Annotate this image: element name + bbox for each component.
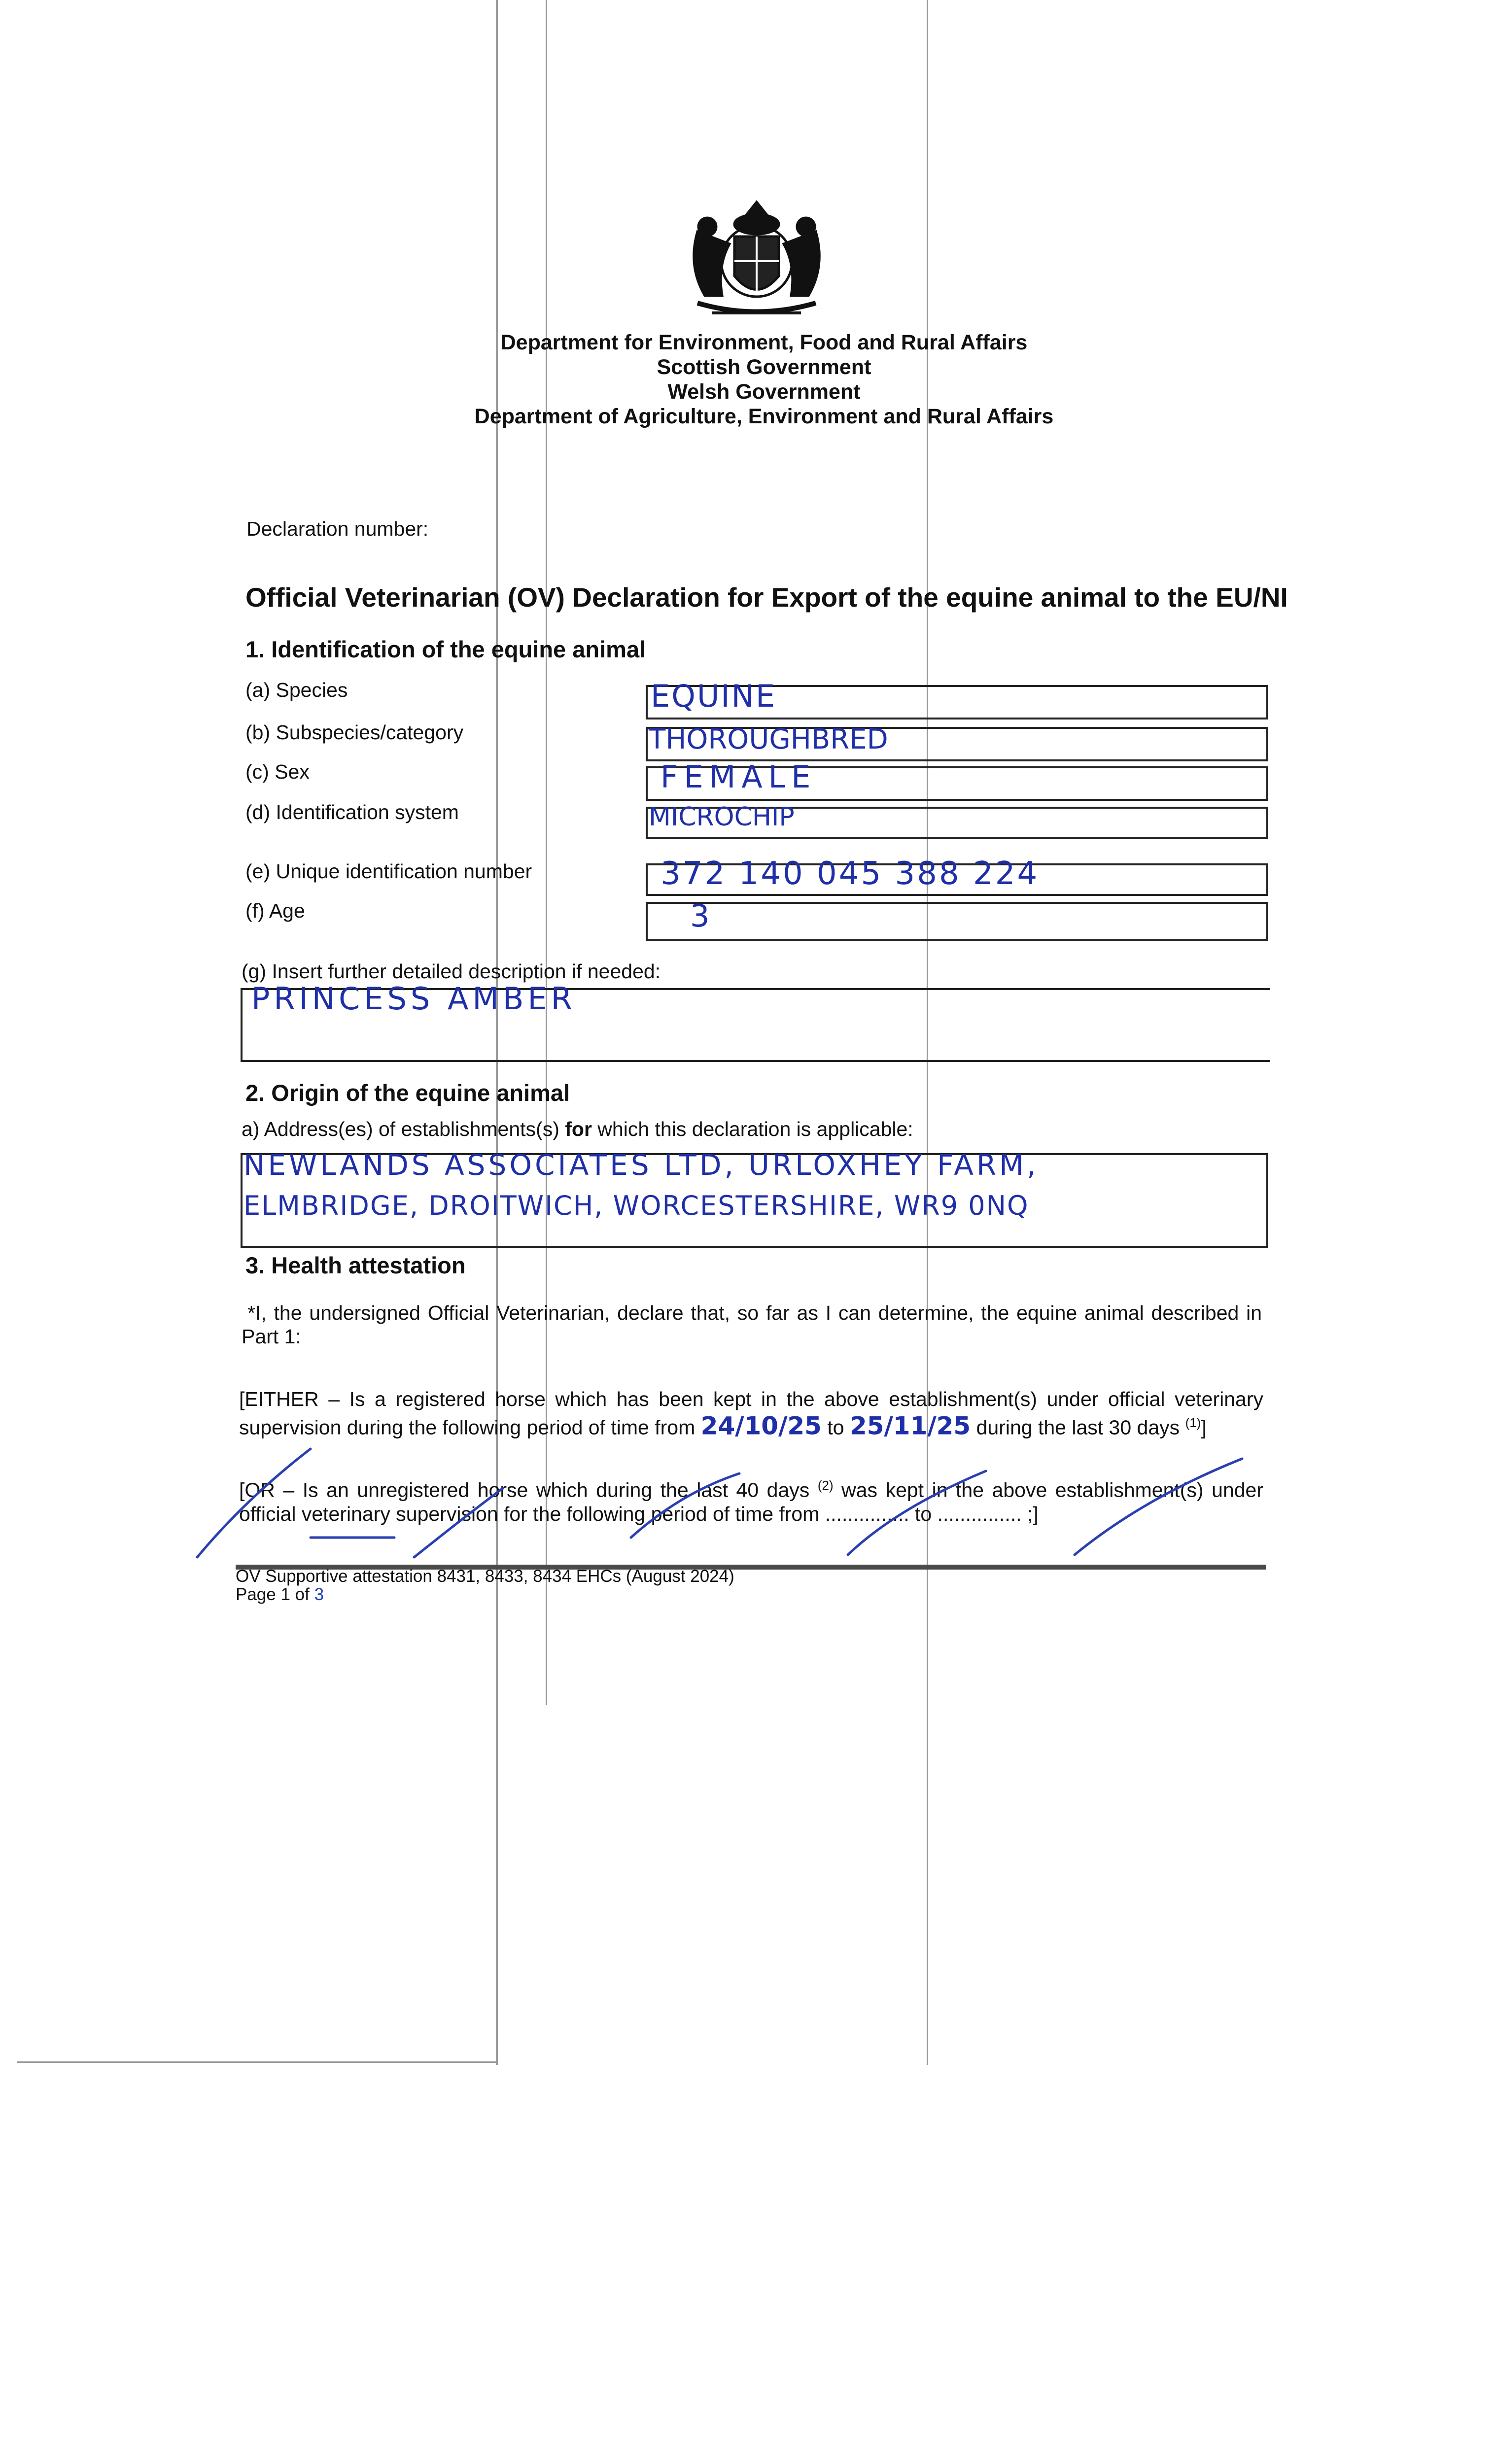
id-system-value: MICROCHIP [649, 802, 795, 832]
further-description-label: (g) Insert further detailed description if needed: [242, 960, 661, 983]
dept-defra: Department for Environment, Food and Rural Affairs [500, 331, 1028, 354]
section3-heading: 3. Health attestation [245, 1252, 466, 1278]
section1-heading: 1. Identification of the equine animal [245, 636, 646, 662]
strike-mark [631, 1473, 739, 1538]
age-label: (f) Age [245, 899, 305, 922]
address-line-1: NEWLANDS ASSOCIATES LTD, URLOXHEY FARM, [243, 1148, 1039, 1182]
strike-mark [197, 1449, 311, 1557]
strike-mark [1075, 1459, 1242, 1555]
footer-line-1: OV Supportive attestation 8431, 8433, 8434 EHCs (August 2024) [236, 1567, 734, 1586]
dept-scottish-government: Scottish Government [657, 355, 871, 379]
royal-coat-of-arms-icon [683, 197, 831, 325]
either-to-date: 25/11/25 [849, 1411, 971, 1440]
either-clause: [EITHER – Is a registered horse which has been kept in the above establishment(s) under official veterinary supervision during the following period of time from 24/10/25 to 25/11/25 during the last 30 days $^{(1)}$] [239, 1388, 1263, 1440]
address-line-2: ELMBRIDGE, DROITWICH, WORCESTERSHIRE, WR9 0NQ [243, 1190, 1029, 1221]
strike-marks [187, 1390, 1301, 1567]
age-box[interactable] [646, 902, 1268, 941]
subspecies-value: THOROUGHBRED [649, 723, 888, 755]
either-from-date: 24/10/25 [700, 1411, 822, 1440]
sex-label: (c) Sex [245, 760, 310, 783]
footer-page: Page 1 of 3 [236, 1585, 324, 1604]
or-clause: [OR – Is an unregistered horse which during the last 40 days $^{(2)}$ was kept in the above establishment(s) under official veterinary supervision for the following period of time from ............... to ............... ;] [239, 1478, 1263, 1525]
sex-value: FEMALE [661, 759, 817, 795]
strike-mark [848, 1471, 986, 1555]
further-description-value: PRINCESS AMBER [251, 981, 576, 1017]
species-label: (a) Species [245, 679, 348, 701]
id-system-label: (d) Identification system [245, 801, 459, 823]
section2-heading: 2. Origin of the equine animal [245, 1080, 570, 1106]
address-label: a) Address(es) of establishments(s) for which this declaration is applicable: [242, 1118, 913, 1140]
declaration-number-label: Declaration number: [246, 517, 429, 540]
scan-line-bottom [17, 2061, 498, 2063]
attestation-intro: *I, the undersigned Official Veterinarian, declare that, so far as I can determine, the equine animal described in Part 1: [242, 1301, 1262, 1348]
species-value: EQUINE [651, 678, 777, 714]
dept-daera: Department of Agriculture, Environment and Rural Affairs [474, 405, 1054, 428]
document-title: Official Veterinarian (OV) Declaration for Export of the equine animal to the EU/NI [245, 582, 1288, 613]
age-value: 3 [690, 898, 711, 934]
unique-id-value: 372 140 045 388 224 [661, 856, 1040, 892]
subspecies-label: (b) Subspecies/category [245, 721, 464, 744]
strike-mark [414, 1488, 503, 1557]
unique-id-label: (e) Unique identification number [245, 860, 532, 883]
dept-welsh-government: Welsh Government [667, 380, 861, 404]
